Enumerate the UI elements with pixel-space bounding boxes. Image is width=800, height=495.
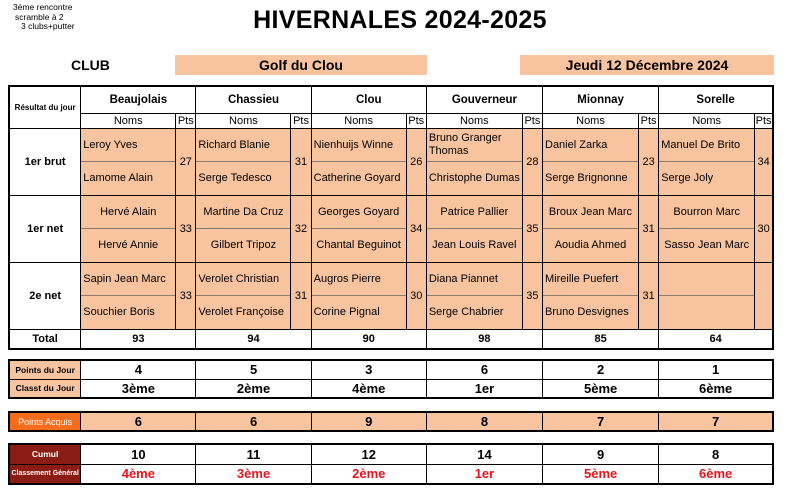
team-points: 31 [638,196,658,263]
player-name: Richard Blanie [196,129,290,162]
team-points: 23 [638,129,658,196]
player-name: Martine Da Cruz [196,196,290,229]
players-cell [196,196,291,263]
cumul-value: 10 [81,444,196,464]
player-name: Patrice Pallier [427,196,522,229]
team-points: 32 [291,196,311,263]
player-name: Corine Pignal [313,306,380,318]
team-points: 34 [406,196,426,263]
team-header: Mionnay [543,86,659,114]
classement-value: 5ème [543,464,659,484]
player-name: Lamome Alain [83,172,153,184]
general-ranking-table [8,443,774,485]
players-cell [426,263,522,330]
player-name: Christophe Dumas [428,172,520,184]
team-points: 31 [291,263,311,330]
points-jour-value: 1 [659,360,773,379]
club-label: CLUB [71,57,110,73]
points-jour-value: 3 [311,360,426,379]
player-name: Daniel Zarka [543,129,638,162]
players-cell [81,196,176,263]
players-cell [81,129,176,196]
team-points: 31 [291,129,311,196]
player-name: Serge Brignonne [545,172,628,184]
team-total: 98 [426,330,542,350]
pts-header: Pts [755,115,772,127]
team-total: 85 [543,330,659,350]
classt-jour-value: 5ème [543,379,659,398]
note-line: 3 clubs+putter [21,21,75,31]
player-name: Nienhuijs Winne [312,129,406,162]
team-total: 93 [81,330,196,350]
cumul-value: 14 [426,444,542,464]
team-points: 33 [176,196,196,263]
points-acquis-value: 7 [659,412,773,431]
points-acquis-value: 9 [311,412,426,431]
player-name: Souchier Boris [83,306,155,318]
points-acquis-value: 6 [196,412,311,431]
note-line: 3ème rencontre [13,2,73,12]
classt-jour-value: 4ème [311,379,426,398]
team-points: 30 [755,196,773,263]
classt-jour-value: 2ème [196,379,311,398]
player-name: Bourron Marc [659,196,754,229]
player-name: Manuel De Brito [659,129,754,162]
players-cell [543,263,639,330]
player-name: Hervé Annie [98,239,159,251]
result-row [9,263,773,330]
points-jour-value: 6 [426,360,542,379]
noms-header: Noms [196,114,291,129]
players-cell [426,196,522,263]
results-table [8,85,774,350]
team-header: Sorelle [659,86,773,114]
classement-value: 4ème [81,464,196,484]
player-name: Bruno Desvignes [545,306,629,318]
team-header: Gouverneur [426,86,542,114]
classt-jour-value: 3ème [81,379,196,398]
team-points: 30 [406,263,426,330]
players-cell [426,129,522,196]
player-name: Broux Jean Marc [543,196,638,229]
player-name: Jean Louis Ravel [432,239,517,251]
note-line: scramble à 2 [15,11,64,22]
player-name: Gilbert Tripoz [210,239,277,251]
team-header: Clou [311,86,426,114]
row-label: 1er net [9,196,81,263]
classt-jour-label: Classt du Jour [9,379,81,398]
player-name [659,263,754,296]
players-cell [196,129,291,196]
team-points: 26 [406,129,426,196]
result-label: Résultat du jour [9,86,81,129]
points-acquis-value: 6 [81,412,196,431]
players-cell [196,263,291,330]
pts-header: Pts [522,114,542,129]
points-acquis-value: 8 [426,412,542,431]
points-acquis-table [8,411,774,432]
player-name: Chantal Beguinot [316,239,401,251]
team-points: 28 [522,129,542,196]
pts-header: Pts [176,114,196,129]
noms-header: Noms [543,114,639,129]
team-points: 35 [522,263,542,330]
player-name: Verolet Christian [196,263,290,296]
day-summary-table [8,359,774,399]
team-total: 64 [659,330,773,350]
page-title: HIVERNALES 2024-2025 [253,6,547,34]
event-date: Jeudi 12 Décembre 2024 [520,55,774,75]
cumul-value: 12 [311,444,426,464]
pts-header: Pts [291,114,311,129]
player-name: Bruno Granger Thomas [427,129,522,162]
noms-header: Noms [81,114,176,129]
player-name: Leroy Yves [81,129,175,162]
player-name [659,296,754,329]
result-row [9,129,773,196]
players-cell [311,129,406,196]
classement-value: 3ème [196,464,311,484]
player-name: Aoudia Ahmed [554,239,627,251]
players-cell [311,263,406,330]
classement-value: 2ème [311,464,426,484]
player-name: Mireille Puefert [543,263,638,296]
points-jour-label: Points du Jour [9,360,81,379]
players-cell [659,196,755,263]
classt-jour-value: 6ème [659,379,773,398]
row-label: 2e net [9,263,81,330]
players-cell [543,129,639,196]
team-points: 33 [176,263,196,330]
result-row [9,196,773,263]
team-header: Chassieu [196,86,311,114]
noms-header: Noms [659,114,755,129]
players-cell [659,129,755,196]
player-name: Verolet Françoise [198,306,285,318]
points-acquis-label: Points Acquis [9,412,81,431]
players-cell [81,263,176,330]
total-label: Total [9,330,81,350]
player-name: Serge Joly [661,172,714,184]
team-points: 34 [755,129,773,196]
team-total: 90 [311,330,426,350]
team-points [755,263,773,330]
points-jour-value: 5 [196,360,311,379]
team-points: 27 [176,129,196,196]
player-name: Hervé Alain [81,196,175,229]
pts-header: Pts [638,114,658,129]
noms-header: Noms [426,114,522,129]
players-cell [543,196,639,263]
points-jour-value: 2 [543,360,659,379]
classement-value: 6ème [659,464,773,484]
classement-value: 1er [426,464,542,484]
cumul-value: 11 [196,444,311,464]
cumul-label: Cumul [9,444,81,464]
team-points: 35 [522,196,542,263]
player-name: Diana Piannet [427,263,522,296]
player-name: Catherine Goyard [313,172,401,184]
pts-header: Pts [406,114,426,129]
team-header: Beaujolais [81,86,196,114]
player-name: Augros Pierre [312,263,406,296]
player-name: Sasso Jean Marc [664,239,750,251]
points-jour-value: 4 [81,360,196,379]
players-cell [311,196,406,263]
player-name: Sapin Jean Marc [81,263,175,296]
classt-jour-value: 1er [426,379,542,398]
row-label: 1er brut [9,129,81,196]
team-total: 94 [196,330,311,350]
club-name: Golf du Clou [175,55,427,75]
noms-header: Noms [311,114,406,129]
player-name: Serge Chabrier [428,306,504,318]
players-cell [659,263,755,330]
cumul-value: 8 [659,444,773,464]
classement-label: Classement Général [9,464,81,484]
points-acquis-value: 7 [543,412,659,431]
team-points: 31 [638,263,658,330]
player-name: Georges Goyard [312,196,406,229]
cumul-value: 9 [543,444,659,464]
player-name: Serge Tedesco [198,172,272,184]
